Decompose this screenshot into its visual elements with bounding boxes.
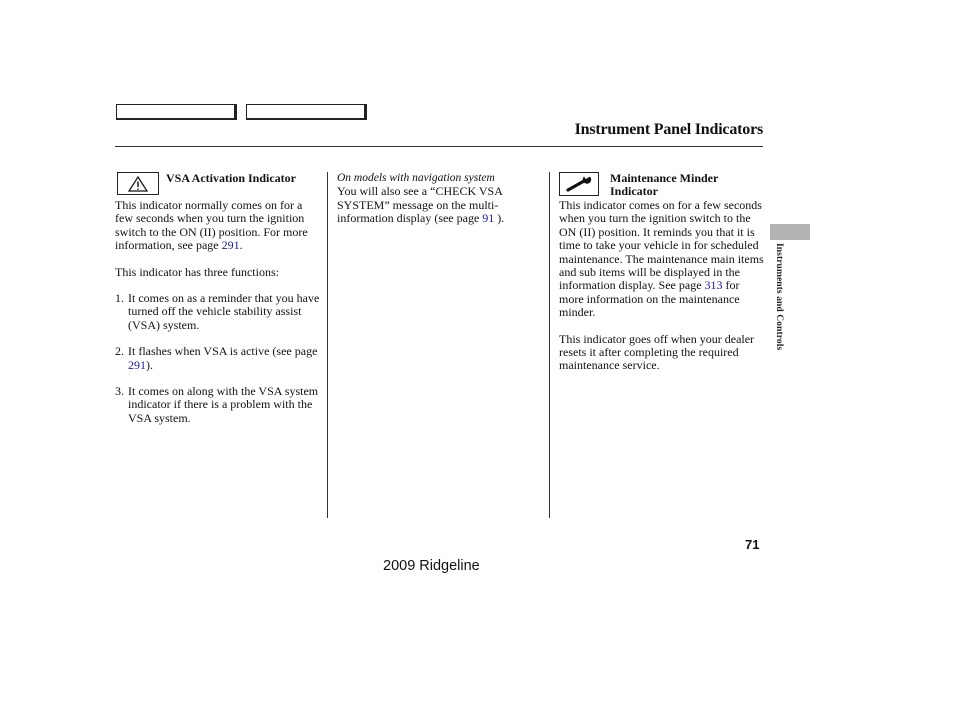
page-link-91[interactable]: 91	[482, 211, 495, 226]
vsa-paragraph-2: This indicator has three functions:	[115, 264, 279, 279]
wrench-icon	[560, 173, 598, 195]
maintenance-column	[559, 199, 764, 373]
warning-triangle-icon	[118, 173, 158, 194]
nav-button-2[interactable]	[246, 104, 367, 120]
maintenance-indicator-box	[559, 172, 599, 196]
maintenance-paragraph-1: This indicator comes on for a few seconds when you turn the ignition switch to the ON (II) position. It reminds you that it is time to take your vehicle in for scheduled maintenance. The maintenance main items and sub items will be displayed in the information display. See page 313 for more information on the maintenance minder.	[559, 198, 764, 320]
page-link-291[interactable]: 291	[128, 357, 146, 372]
list-item: 3. It comes on along with the VSA system indicator if there is a problem with the VSA system.	[115, 384, 319, 425]
nav-button-1[interactable]	[116, 104, 237, 120]
column-divider-1	[327, 172, 328, 518]
vsa-functions-list	[115, 292, 321, 425]
vsa-heading: VSA Activation Indicator	[166, 171, 297, 185]
maintenance-heading: Maintenance Minder Indicator	[610, 171, 719, 198]
page-link-313[interactable]: 313	[704, 278, 723, 293]
title-divider	[115, 146, 763, 147]
section-label: Instruments and Controls	[774, 243, 784, 351]
list-item: 1. It comes on as a reminder that you have turned off the vehicle stability assist (VSA) system.	[115, 291, 320, 332]
list-item: 2. It flashes when VSA is active (see page 291).	[115, 344, 318, 372]
navigation-column	[337, 172, 539, 226]
vsa-indicator-box	[117, 172, 159, 195]
vsa-paragraph-1: This indicator normally comes on for a few seconds when you turn the ignition switch to the ON (II) position. For more information, see page 291.	[115, 198, 308, 253]
page-link-291[interactable]: 291	[221, 238, 240, 253]
model-footer: 2009 Ridgeline	[383, 558, 480, 574]
column-divider-2	[549, 172, 550, 518]
maintenance-paragraph-2: This indicator goes off when your dealer resets it after completing the required maintenance service.	[559, 331, 755, 373]
navigation-paragraph: You will also see a “CHECK VSA SYSTEM” message on the multi-information display (see page 91 ).	[337, 184, 505, 226]
vsa-column	[115, 199, 321, 425]
page-number: 71	[745, 537, 760, 552]
page-title: Instrument Panel Indicators	[574, 121, 763, 138]
section-tab[interactable]	[770, 224, 810, 240]
navigation-note: On models with navigation system	[337, 172, 495, 184]
